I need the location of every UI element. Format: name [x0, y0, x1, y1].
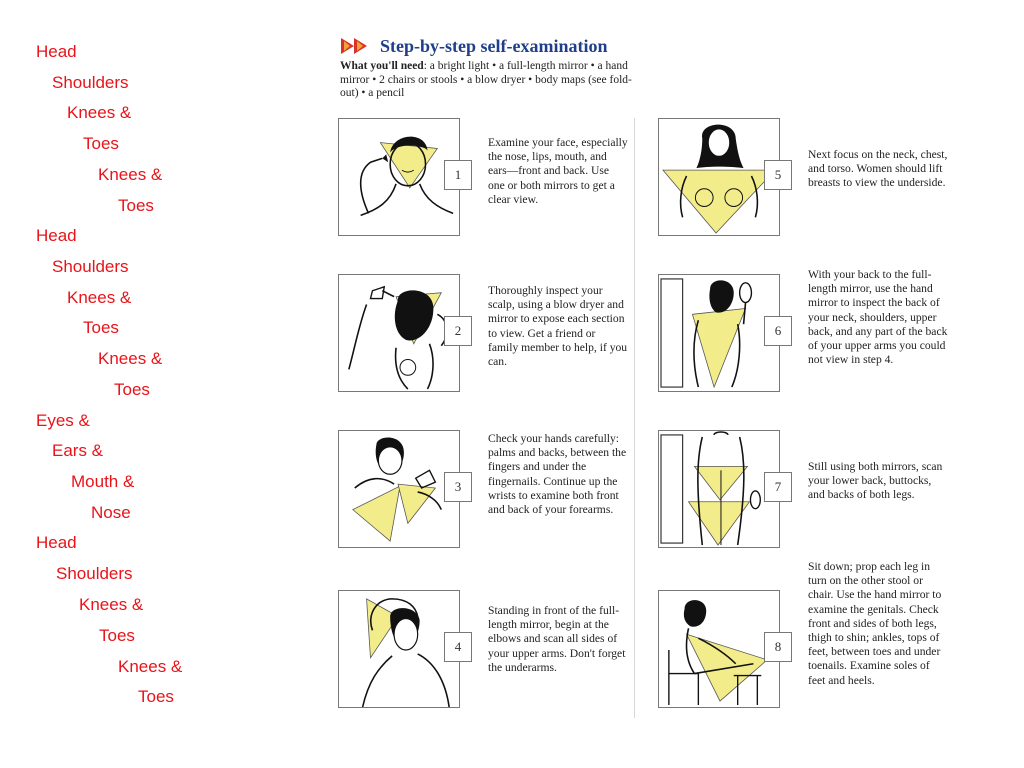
lyric-line: Toes	[138, 687, 174, 706]
step-description: Next focus on the neck, chest, and torso. Women should lift breasts to view the underside.	[808, 148, 948, 190]
face-exam-figure	[338, 118, 460, 236]
lyric-line: Toes	[99, 626, 135, 645]
step-description: Check your hands carefully: palms and backs, between the fingers and under the fingernails. Continue up the wrists to examine both front and back of your forearms.	[488, 432, 627, 517]
step-description: Thoroughly inspect your scalp, using a blow dryer and mirror to expose each section to view. Get a friend or family member to help, if you can.	[488, 284, 628, 369]
back-exam-figure	[658, 274, 780, 392]
lyric-line: Head	[36, 226, 77, 245]
lyric-line: Toes	[114, 380, 150, 399]
lyric-line: Head	[36, 533, 77, 552]
step-number-badge: 5	[764, 160, 792, 190]
step-1	[338, 118, 638, 238]
step-4	[338, 590, 638, 710]
lyric-line: Knees &	[67, 288, 132, 307]
lyric-line: Knees &	[98, 349, 163, 368]
lyric-line: Knees &	[118, 657, 183, 676]
step-number-badge: 7	[764, 472, 792, 502]
step-5	[658, 118, 958, 238]
hands-exam-figure	[338, 430, 460, 548]
step-number-badge: 2	[444, 316, 472, 346]
step-description: Still using both mirrors, scan your lower back, buttocks, and backs of both legs.	[808, 460, 943, 502]
lyric-line: Ears &	[52, 441, 104, 460]
step-3	[338, 430, 638, 550]
lyric-line: Eyes &	[36, 411, 90, 430]
step-number-badge: 1	[444, 160, 472, 190]
panel-title: Step-by-step self-examination	[380, 35, 608, 56]
lyric-line: Toes	[83, 134, 119, 153]
supplies-text: : a bright light • a full-length mirror • a hand mirror • 2 chairs or stools • a blow dryer • body maps (see fold-out) • a pencil	[340, 60, 632, 99]
step-number-badge: 6	[764, 316, 792, 346]
step-description: Sit down; prop each leg in turn on the other stool or chair. Use the hand mirror to examine the genitals. Check front and sides of both legs, thigh to shin; ankles, tops of feet, between toes and under toenails. Examine soles of feet and heels.	[808, 560, 942, 687]
panel-header	[340, 32, 608, 60]
lyric-line: Knees &	[98, 165, 163, 184]
feet-exam-figure	[658, 590, 780, 708]
step-description: Examine your face, especially the nose, lips, mouth, and ears—front and back. Use one or both mirrors to get a clear view.	[488, 136, 628, 206]
lyric-line: Knees &	[79, 595, 144, 614]
lyric-line: Mouth &	[71, 472, 135, 491]
torso-exam-figure	[658, 118, 780, 236]
step-8	[658, 560, 958, 710]
legs-exam-figure	[658, 430, 780, 548]
supplies-label: What you'll need	[340, 60, 424, 72]
lyric-line: Toes	[118, 196, 154, 215]
song-lyrics	[0, 0, 320, 768]
step-2	[338, 274, 638, 394]
arms-exam-figure	[338, 590, 460, 708]
supplies-list	[340, 60, 640, 101]
step-description: With your back to the full-length mirror, use the hand mirror to inspect the back of your neck, shoulders, upper back, and any part of the back of your upper arms you could not view in step 4.	[808, 268, 948, 367]
step-6	[658, 268, 958, 394]
step-description: Standing in front of the full-length mirror, begin at the elbows and scan all sides of your upper arms. Don't forget the underarms.	[488, 604, 626, 674]
self-examination-panel	[336, 28, 948, 718]
step-number-badge: 3	[444, 472, 472, 502]
lyric-line: Head	[36, 42, 77, 61]
step-7	[658, 430, 958, 550]
step-number-badge: 8	[764, 632, 792, 662]
lyric-line: Nose	[91, 503, 131, 522]
step-number-badge: 4	[444, 632, 472, 662]
lyric-line: Shoulders	[52, 73, 129, 92]
lyric-line: Toes	[83, 318, 119, 337]
double-arrow-icon	[340, 36, 374, 56]
lyric-line: Knees &	[67, 103, 132, 122]
lyric-line: Shoulders	[56, 564, 133, 583]
scalp-exam-figure	[338, 274, 460, 392]
lyric-line: Shoulders	[52, 257, 129, 276]
